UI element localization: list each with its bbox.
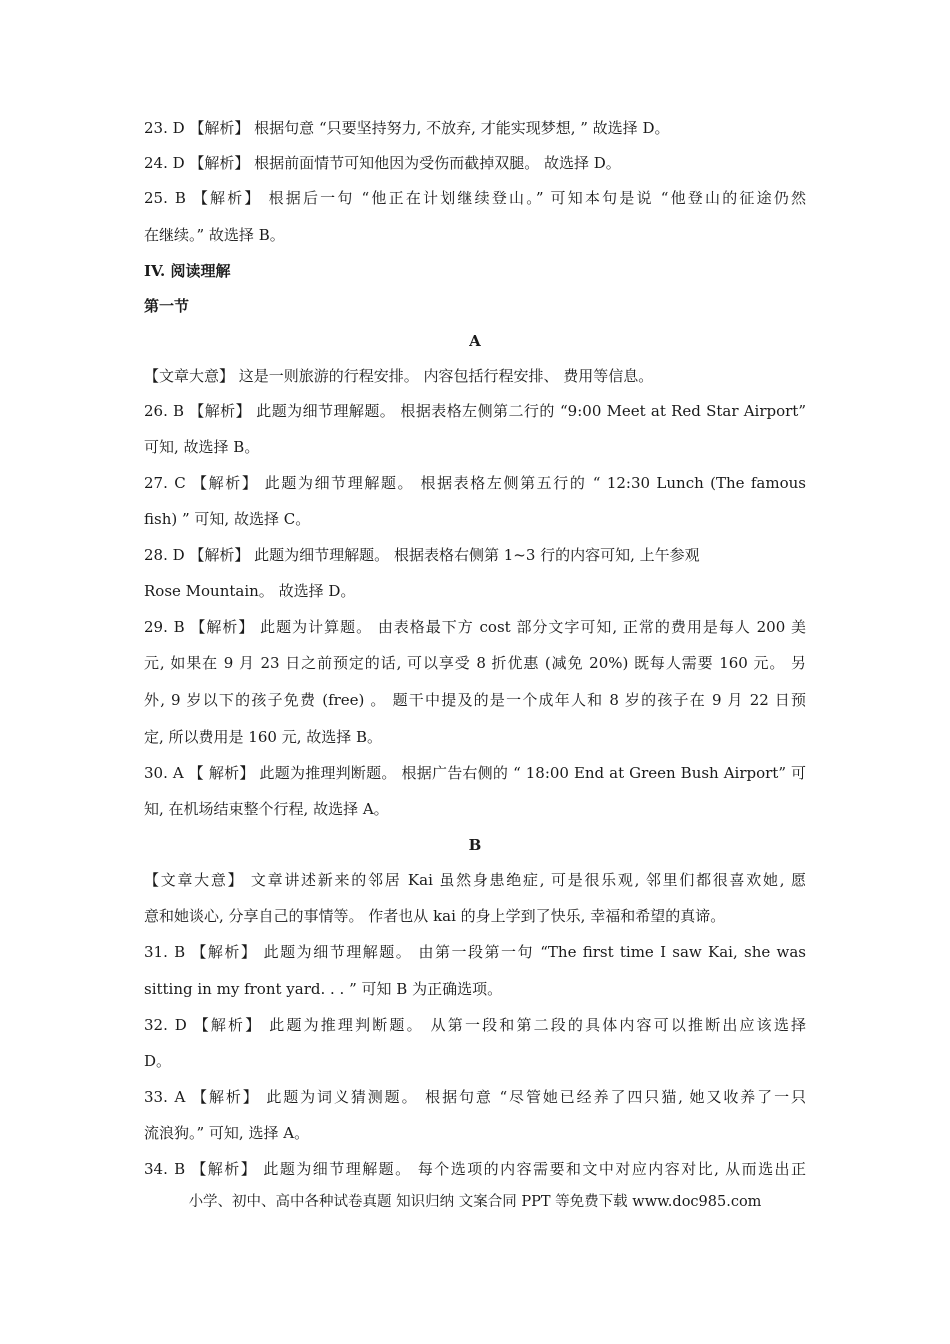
answer-29-line-1: 29. B 【解析】 此题为计算题。 由表格最下方 cost 部分文字可知, 正常的费用是每人 200 美	[144, 618, 806, 636]
answer-28-line-1: 28. D 【解析】 此题为细节理解题。 根据表格右侧第 1~3 行的内容可知, 上午参观	[144, 546, 700, 564]
answer-27-line-1: 27. C 【解析】 此题为细节理解题。 根据表格左侧第五行的 “ 12:30 Lunch (The famous	[144, 474, 806, 492]
passage-a-letter: A	[469, 332, 481, 350]
answer-31-line-1: 31. B 【解析】 此题为细节理解题。 由第一段第一句 “The first time I saw Kai, she was	[144, 943, 806, 961]
answer-31-line-2: sitting in my front yard. . . ” 可知 B 为正确选项。	[144, 980, 503, 998]
answer-29-line-3: 外, 9 岁以下的孩子免费 (free) 。 题干中提及的是一个成年人和 8 岁的孩子在 9 月 22 日预	[144, 691, 806, 709]
passage-b-summary-line-1: 【文章大意】 文章讲述新来的邻居 Kai 虽然身患绝症, 可是很乐观, 邻里们都很喜欢她, 愿	[144, 871, 806, 889]
page-footer: 小学、初中、高中各种试卷真题 知识归纳 文案合同 PPT 等免费下载 www.doc985.com	[188, 1194, 762, 1210]
answer-29-line-2: 元, 如果在 9 月 23 日之前预定的话, 可以享受 8 折优惠 (减免 20%) 既每人需要 160 元。 另	[144, 654, 806, 672]
answer-34-line-1: 34. B 【解析】 此题为细节理解题。 每个选项的内容需要和文中对应内容对比, 从而选出正	[144, 1160, 806, 1178]
answer-32-line-1: 32. D 【解析】 此题为推理判断题。 从第一段和第二段的具体内容可以推断出应该选择	[144, 1016, 806, 1034]
passage-b-letter: B	[468, 836, 482, 854]
answer-30-line-2: 知, 在机场结束整个行程, 故选择 A。	[144, 800, 389, 818]
answer-27-line-2: fish) ” 可知, 故选择 C。	[144, 510, 311, 528]
passage-a-summary: 【文章大意】 这是一则旅游的行程安排。 内容包括行程安排、 费用等信息。	[144, 367, 654, 385]
answer-23: 23. D 【解析】 根据句意 “只要坚持努力, 不放弃, 才能实现梦想, ” 故选择 D。	[144, 119, 670, 137]
answer-33-line-2: 流浪狗。” 可知, 选择 A。	[144, 1124, 310, 1142]
subsection-heading: 第一节	[144, 297, 190, 315]
answer-24: 24. D 【解析】 根据前面情节可知他因为受伤而截掉双腿。 故选择 D。	[144, 154, 621, 172]
answer-26-line-2: 可知, 故选择 B。	[144, 438, 260, 456]
answer-32-line-2: D。	[144, 1052, 172, 1070]
answer-30-line-1: 30. A 【 解析】 此题为推理判断题。 根据广告右侧的 “ 18:00 End at Green Bush Airport” 可	[144, 764, 806, 782]
answer-28-line-2: Rose Mountain。 故选择 D。	[144, 582, 356, 600]
answer-25-line-1: 25. B 【解析】 根据后一句 “他正在计划继续登山。” 可知本句是说 “他登山的征途仍然	[144, 189, 806, 207]
passage-b-summary-line-2: 意和她谈心, 分享自己的事情等。 作者也从 kai 的身上学到了快乐, 幸福和希望的真谛。	[144, 907, 726, 925]
answer-29-line-4: 定, 所以费用是 160 元, 故选择 B。	[144, 728, 383, 746]
answer-33-line-1: 33. A 【解析】 此题为词义猜测题。 根据句意 “尽管她已经养了四只猫, 她又收养了一只	[144, 1088, 806, 1106]
section-heading: IV. 阅读理解	[144, 262, 231, 280]
answer-25-line-2: 在继续。” 故选择 B。	[144, 226, 285, 244]
answer-26-line-1: 26. B 【解析】 此题为细节理解题。 根据表格左侧第二行的 “9:00 Meet at Red Star Airport”	[144, 402, 806, 420]
